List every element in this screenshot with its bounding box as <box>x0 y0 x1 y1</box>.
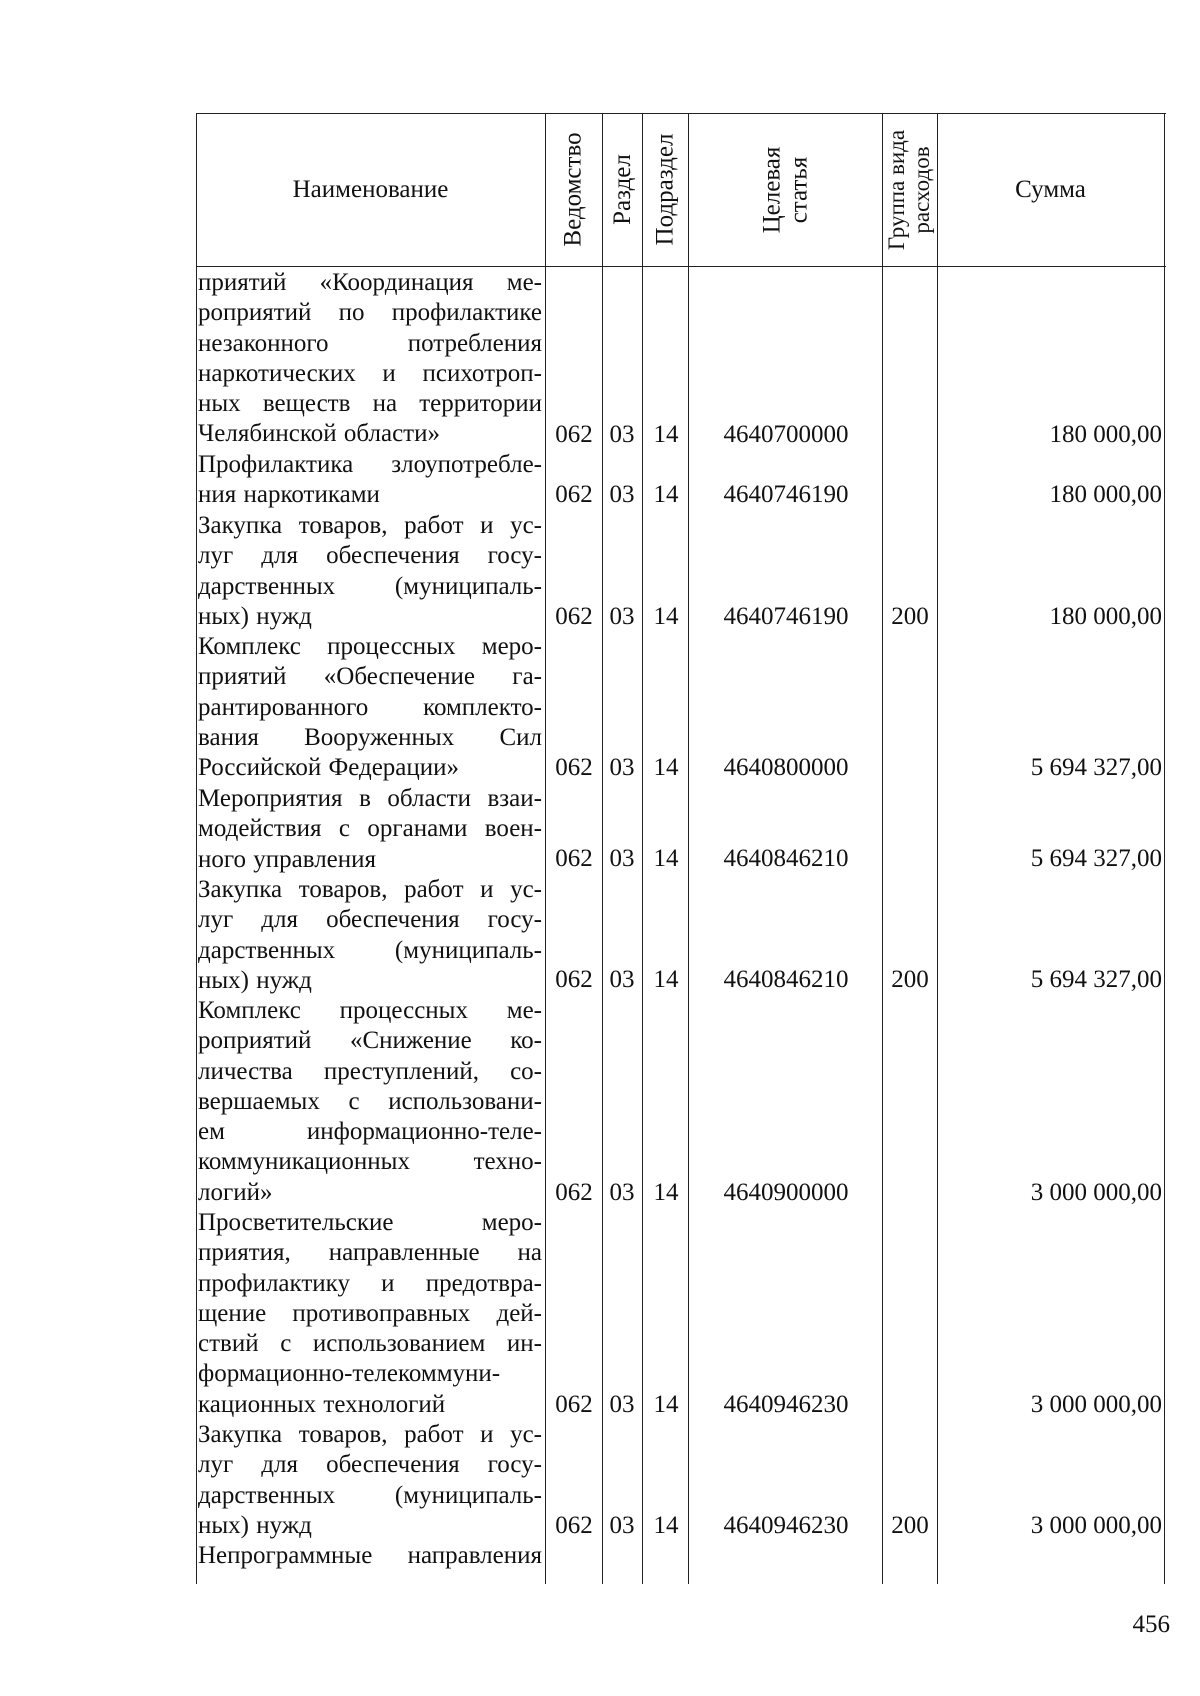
column-rule <box>1164 113 1165 1584</box>
cell-sum: 180 000,00 <box>1049 603 1162 630</box>
name-line: роприятий по профилактике <box>198 299 542 327</box>
name-line: Непрограммные направления <box>198 1542 542 1569</box>
name-line: кационных технологий <box>198 1390 446 1418</box>
header-target-text <box>758 146 812 233</box>
cell-section: 03 <box>609 966 635 993</box>
cell-group: 200 <box>891 603 929 630</box>
name-line: Закупка товаров, работ и ус- <box>198 1421 542 1448</box>
header-group <box>882 113 937 266</box>
header-department <box>545 113 602 266</box>
name-line: личества преступлений, со- <box>198 1057 542 1085</box>
header-name <box>196 113 545 266</box>
cell-subsection: 14 <box>653 481 679 508</box>
name-line: приятия, направленные на <box>198 1239 542 1267</box>
table-row-name <box>198 632 542 783</box>
column-rule <box>882 113 883 1584</box>
name-line: коммуникационных техно- <box>198 1148 542 1176</box>
header-group-line2: расходов <box>909 145 935 234</box>
cell-department: 062 <box>555 754 593 781</box>
cell-section: 03 <box>609 1179 635 1206</box>
name-line: ных веществ на территории <box>198 390 542 418</box>
column-rule <box>196 113 197 1584</box>
cell-subsection: 14 <box>653 603 679 630</box>
name-line: вершаемых с использовани- <box>198 1087 542 1115</box>
column-rule <box>937 113 938 1584</box>
name-line: Профилактика злоупотребле- <box>198 451 542 478</box>
header-section-text: Раздел <box>608 154 636 225</box>
cell-subsection: 14 <box>653 966 679 993</box>
name-line: дарственных (муниципаль- <box>198 1481 542 1509</box>
name-line: ных) нужд <box>198 966 312 994</box>
table-row-name <box>198 1541 542 1571</box>
table-row-name <box>198 875 542 996</box>
cell-section: 03 <box>609 1512 635 1539</box>
header-sum <box>937 113 1164 266</box>
page-number: 456 <box>1132 1611 1170 1638</box>
cell-sum: 3 000 000,00 <box>1030 1512 1162 1539</box>
cell-subsection: 14 <box>653 754 679 781</box>
cell-group: 200 <box>891 1512 929 1539</box>
header-department-text: Ведомство <box>560 132 588 247</box>
header-bottom-rule <box>196 266 1166 267</box>
name-line: луг для обеспечения госу- <box>198 542 542 570</box>
name-line: Просветительские меро- <box>198 1209 542 1236</box>
cell-sum: 3 000 000,00 <box>1030 1179 1162 1206</box>
name-line: ния наркотиками <box>198 481 380 509</box>
table-row-name <box>198 784 542 875</box>
name-line: модействия с органами воен- <box>198 815 542 843</box>
column-rule <box>545 113 546 1584</box>
name-line: дарственных (муниципаль- <box>198 572 542 600</box>
cell-target: 4640700000 <box>723 421 849 448</box>
cell-department: 062 <box>555 1391 593 1418</box>
cell-target: 4640746190 <box>723 481 849 508</box>
name-line: Закупка товаров, работ и ус- <box>198 512 542 539</box>
name-line: ных) нужд <box>198 1511 312 1539</box>
name-line: ствий с использованием ин- <box>198 1330 542 1358</box>
name-line: приятий «Обеспечение га- <box>198 663 542 691</box>
name-line: Комплекс процессных меро- <box>198 633 542 660</box>
cell-department: 062 <box>555 481 593 508</box>
name-line: приятий «Координация ме- <box>198 269 542 296</box>
name-line: дарственных (муниципаль- <box>198 936 542 964</box>
cell-target: 4640846210 <box>723 966 849 993</box>
cell-subsection: 14 <box>653 1512 679 1539</box>
name-line: луг для обеспечения госу- <box>198 1451 542 1479</box>
name-line: ных) нужд <box>198 602 312 630</box>
header-target-line1: Целевая <box>757 146 785 233</box>
cell-target: 4640800000 <box>723 754 849 781</box>
cell-group: 200 <box>891 966 929 993</box>
name-line: Комплекс процессных ме- <box>198 997 542 1024</box>
cell-section: 03 <box>609 421 635 448</box>
name-line: формационно-телекоммуни- <box>198 1360 501 1388</box>
cell-department: 062 <box>555 966 593 993</box>
header-name-text: Наименование <box>292 176 449 203</box>
column-rule <box>642 113 643 1584</box>
cell-target: 4640846210 <box>723 845 849 872</box>
header-subsection-text: Подраздел <box>651 133 679 246</box>
cell-department: 062 <box>555 603 593 630</box>
header-section <box>602 113 642 266</box>
table-row-name <box>198 1208 542 1420</box>
name-line: рантированного комплекто- <box>198 693 542 721</box>
cell-target: 4640900000 <box>723 1179 849 1206</box>
name-line: незаконного потребления <box>198 329 542 357</box>
cell-sum: 5 694 327,00 <box>1030 845 1162 872</box>
table-row-name <box>198 996 542 1208</box>
cell-sum: 180 000,00 <box>1049 481 1162 508</box>
cell-subsection: 14 <box>653 1179 679 1206</box>
cell-subsection: 14 <box>653 421 679 448</box>
cell-sum: 5 694 327,00 <box>1030 754 1162 781</box>
header-group-line1: Группа вида <box>884 129 910 250</box>
name-line: Российской Федерации» <box>198 754 460 782</box>
cell-department: 062 <box>555 1512 593 1539</box>
cell-target: 4640946230 <box>723 1391 849 1418</box>
header-target-line2: статья <box>784 156 812 223</box>
cell-target: 4640946230 <box>723 1512 849 1539</box>
cell-subsection: 14 <box>653 845 679 872</box>
name-line: ем информационно-теле- <box>198 1118 542 1146</box>
header-target <box>688 113 882 266</box>
table-row-name <box>198 268 542 450</box>
name-line: Мероприятия в области взаи- <box>198 785 542 812</box>
column-rule <box>688 113 689 1584</box>
name-line: Закупка товаров, работ и ус- <box>198 876 542 903</box>
name-line: роприятий «Снижение ко- <box>198 1027 542 1055</box>
cell-department: 062 <box>555 1179 593 1206</box>
table-row-name <box>198 450 542 511</box>
table-row-name <box>198 511 542 632</box>
cell-department: 062 <box>555 845 593 872</box>
cell-section: 03 <box>609 603 635 630</box>
cell-section: 03 <box>609 481 635 508</box>
cell-target: 4640746190 <box>723 603 849 630</box>
cell-section: 03 <box>609 1391 635 1418</box>
cell-department: 062 <box>555 421 593 448</box>
header-subsection <box>642 113 688 266</box>
name-line: профилактику и предотвра- <box>198 1269 542 1297</box>
name-line: наркотических и психотроп- <box>198 359 542 387</box>
budget-table <box>196 113 1166 1584</box>
name-line: щение противоправных дей- <box>198 1299 542 1327</box>
header-sum-text: Сумма <box>1015 176 1086 203</box>
name-line: луг для обеспечения госу- <box>198 906 542 934</box>
cell-sum: 180 000,00 <box>1049 421 1162 448</box>
cell-section: 03 <box>609 845 635 872</box>
name-line: Челябинской области» <box>198 420 440 448</box>
name-line: ного управления <box>198 845 377 873</box>
cell-sum: 5 694 327,00 <box>1030 966 1162 993</box>
cell-sum: 3 000 000,00 <box>1030 1391 1162 1418</box>
header-group-text <box>885 129 935 249</box>
name-line: вания Вооруженных Сил <box>198 723 542 751</box>
cell-subsection: 14 <box>653 1391 679 1418</box>
name-line: логий» <box>198 1178 273 1206</box>
cell-section: 03 <box>609 754 635 781</box>
table-row-name <box>198 1420 542 1541</box>
